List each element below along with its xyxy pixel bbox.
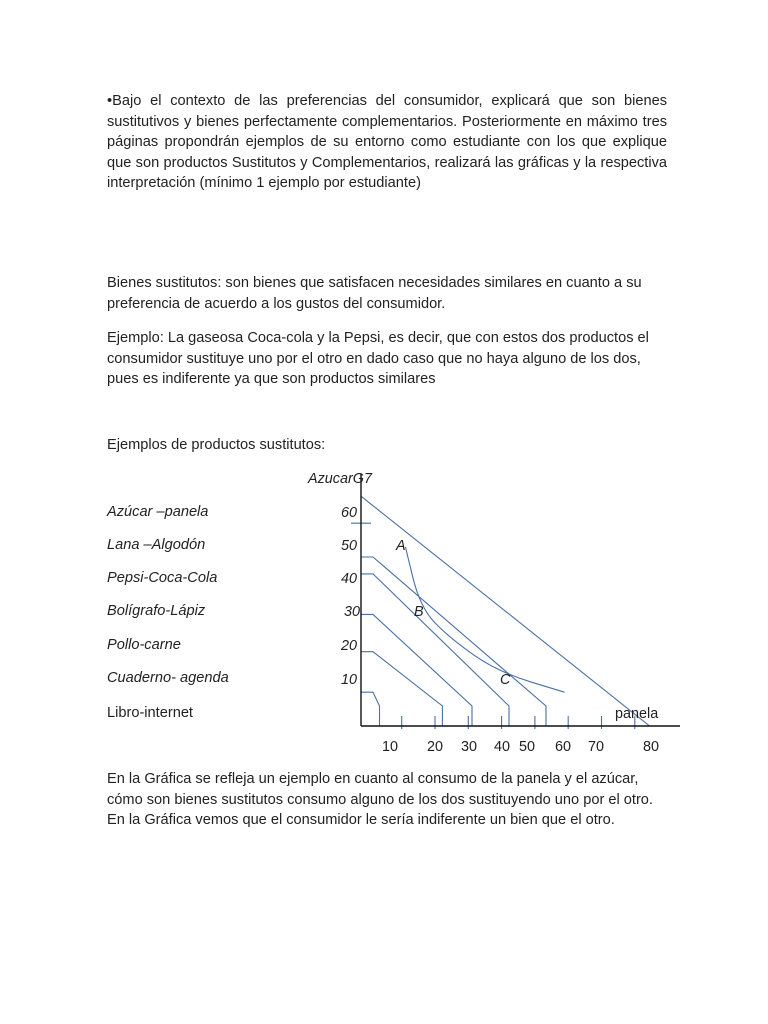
indifference-bracket-line: [361, 557, 546, 726]
substitute-goods-definition: Bienes sustitutos: son bienes que satisfacen necesidades similares en cuanto a su preferencia de acuerdo a los gustos del consumidor.: [107, 275, 642, 312]
substitute-item: Azúcar –panela: [107, 504, 209, 520]
y-tick-label: 60: [341, 505, 358, 521]
x-tick-label: 10: [382, 739, 399, 755]
assignment-instructions: •Bajo el contexto de las preferencias del consumidor, explicará que son bienes sustitutivos y bienes perfectamente complementarios. Posteriormente en máximo tres páginas propondrán ejemplos de su entorno como estudiante con los que explique que son productos Sustitutos y Complementarios, realizará las gráficas y la respectiva interpretación (mínimo 1 ejemplo por estudiante): [107, 93, 667, 191]
point-label-a: A: [396, 538, 406, 554]
substitute-item: Cuaderno- agenda: [107, 670, 229, 686]
indifference-bracket-line: [361, 652, 442, 726]
x-axis-label: panela: [615, 706, 659, 722]
budget-line: [361, 496, 650, 726]
y-tick-label: 30: [344, 604, 361, 620]
x-tick-label: 80: [643, 739, 660, 755]
chart-interpretation: En la Gráfica se refleja un ejemplo en cuanto al consumo de la panela y el azúcar, cómo son bienes sustitutos consumo alguno de los dos sustituyendo uno por el otro. En la Gráfica vemos que el consumidor le sería indiferente un bien que el otro.: [107, 771, 653, 828]
y-axis-label: AzucarG7: [308, 471, 372, 487]
x-tick-label: 30: [461, 739, 478, 755]
substitute-item: Bolígrafo-Lápiz: [107, 603, 206, 619]
substitute-item: Lana –Algodón: [107, 537, 206, 553]
point-label-b: B: [414, 604, 424, 620]
substitute-item: Pepsi-Coca-Cola: [107, 570, 218, 586]
y-tick-label: 50: [341, 538, 358, 554]
x-tick-label: 70: [588, 739, 605, 755]
substitute-goods-example: Ejemplo: La gaseosa Coca-cola y la Pepsi, es decir, que con estos dos productos el consumidor sustituye uno por el otro en dado caso que no haya alguno de los dos, pues es indiferente ya que son productos similares: [107, 330, 649, 387]
x-tick-label: 60: [555, 739, 572, 755]
substitute-item: Libro-internet: [107, 705, 193, 721]
point-label-c: C: [500, 672, 511, 688]
substitute-item: Pollo-carne: [107, 637, 181, 653]
indifference-curve: [405, 547, 564, 692]
indifference-bracket-line: [361, 692, 380, 726]
x-tick-label: 40: [494, 739, 511, 755]
y-tick-label: 40: [341, 571, 358, 587]
indifference-bracket-line: [361, 614, 472, 726]
x-tick-label: 20: [427, 739, 444, 755]
x-tick-label: 50: [519, 739, 536, 755]
y-tick-label: 20: [341, 638, 358, 654]
examples-heading: Ejemplos de productos sustitutos:: [107, 437, 326, 453]
y-tick-label: 10: [341, 672, 358, 688]
